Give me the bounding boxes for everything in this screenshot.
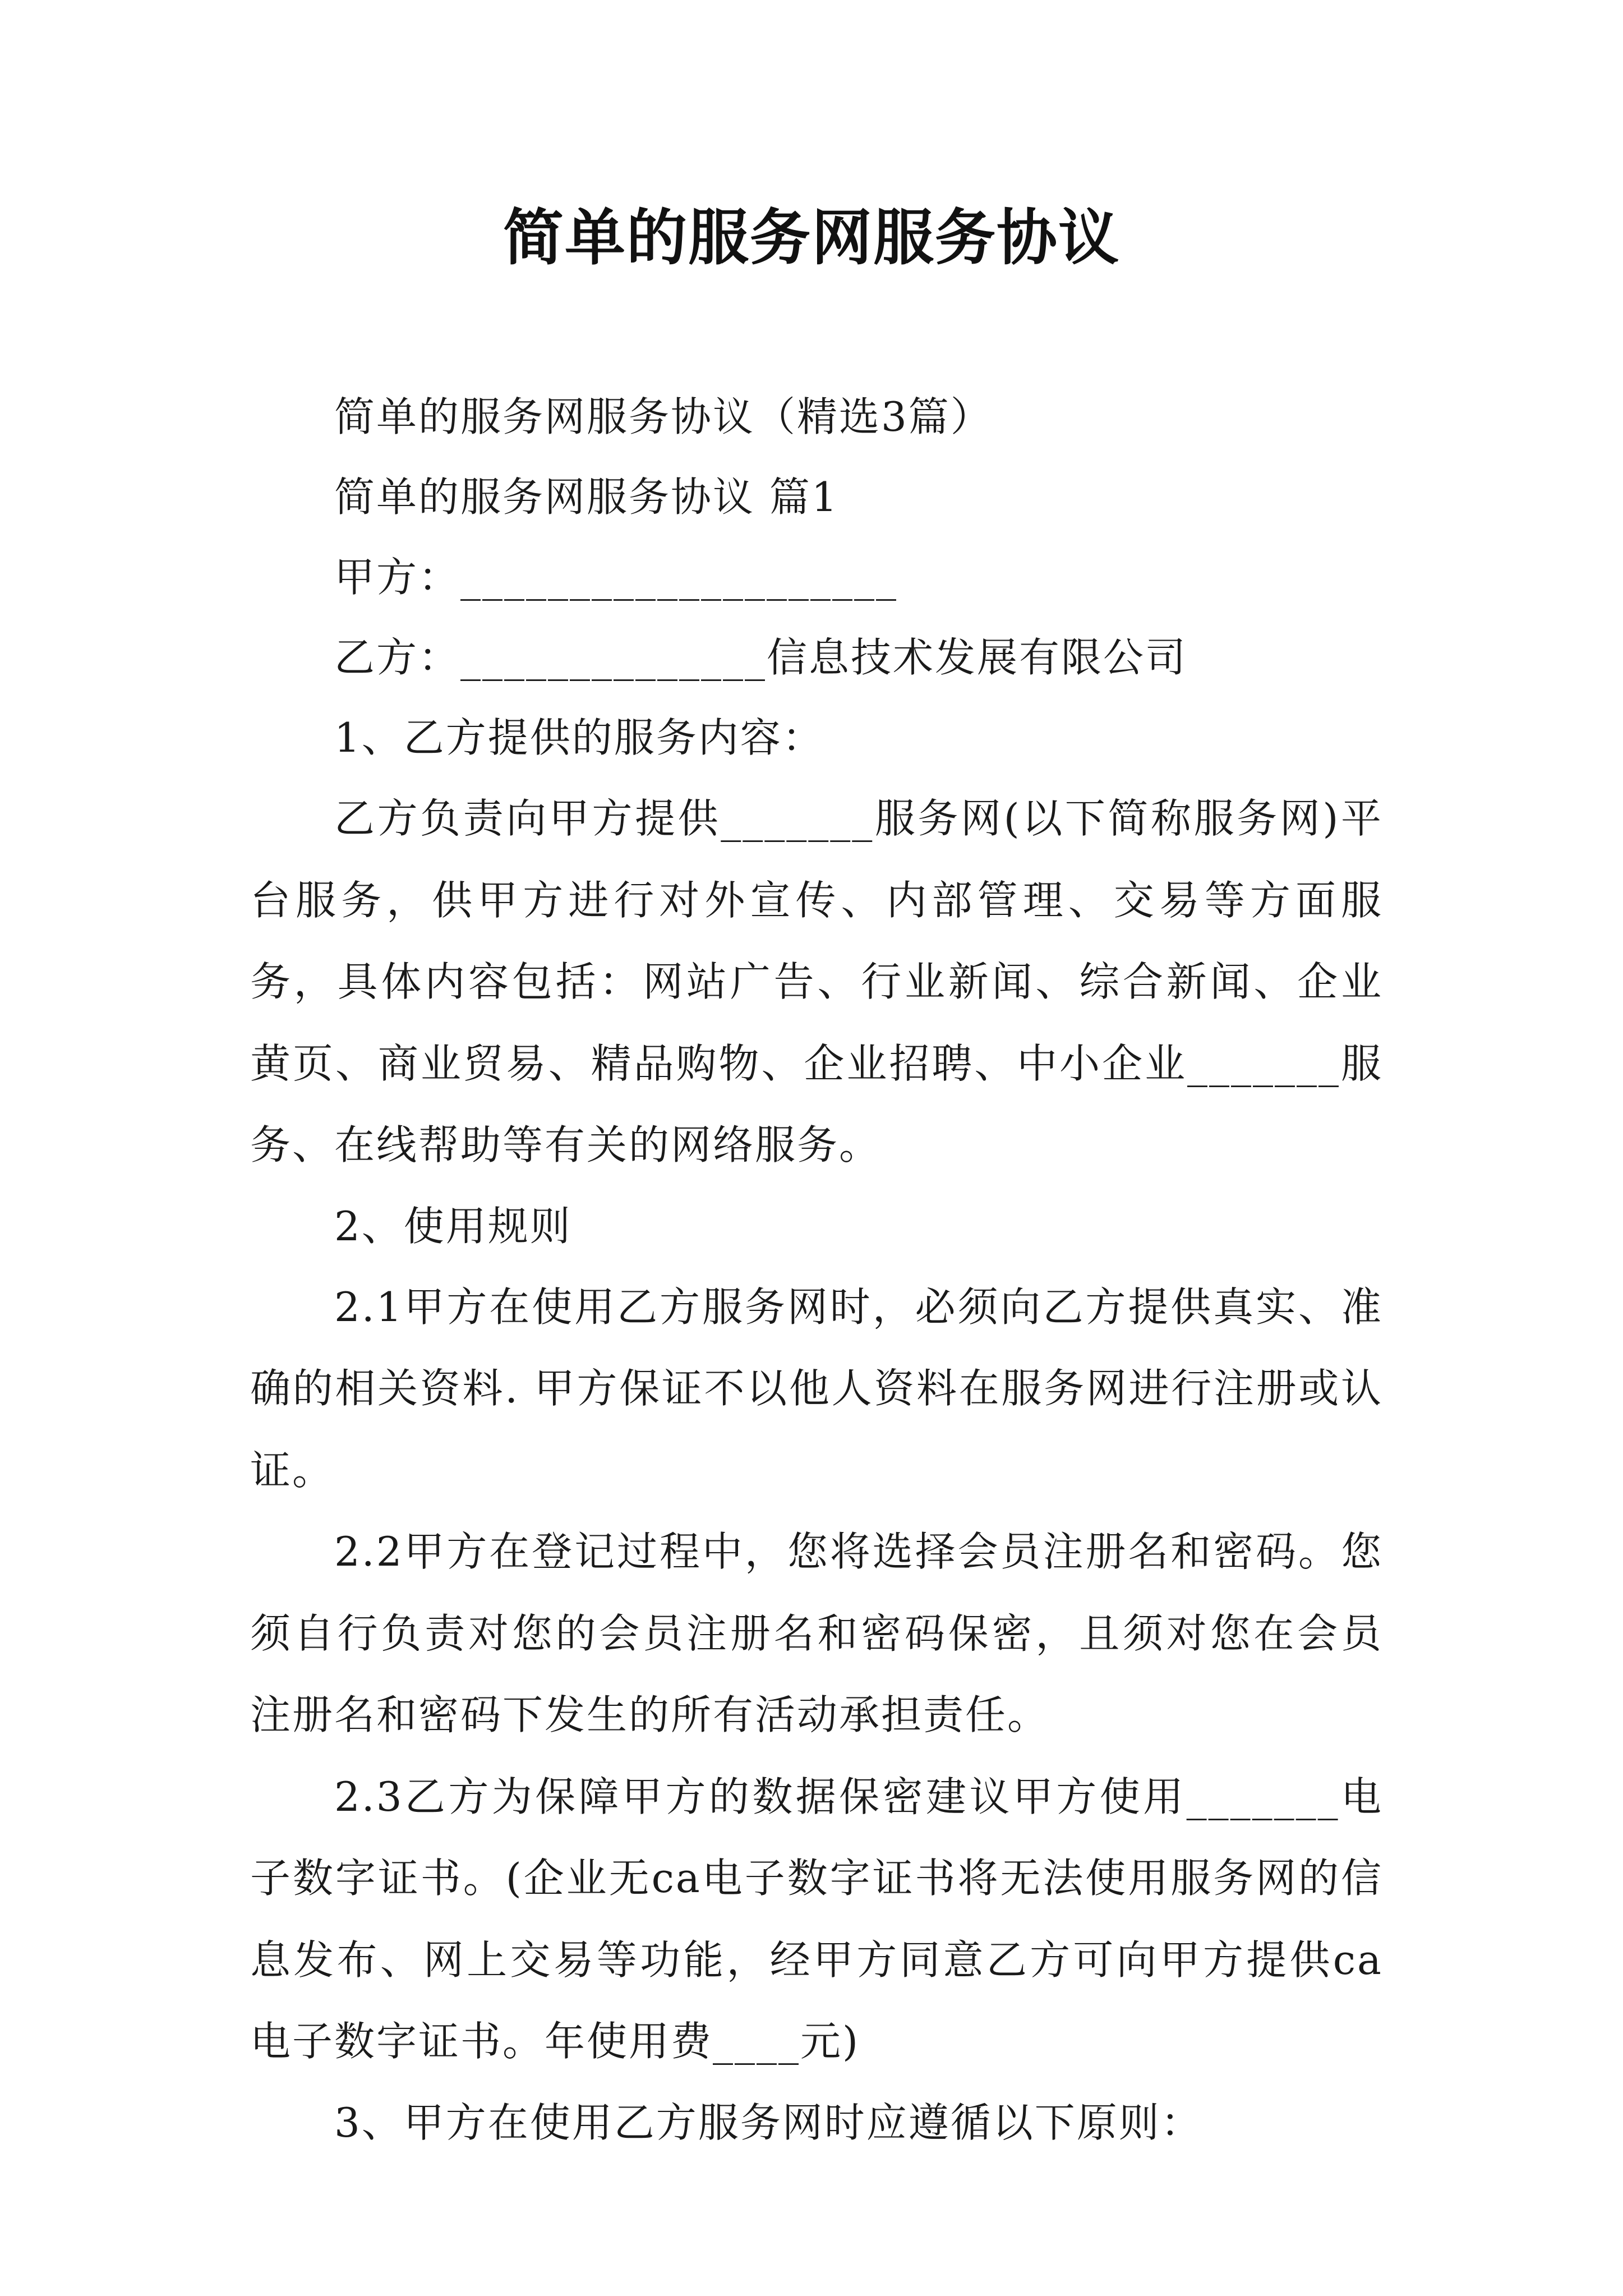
document-title: 简单的服务网服务协议 [502,203,1120,273]
section-1-paragraph: 乙方负责向甲方提供_______服务网(以下简称服务网)平台服务，供甲方进行对外宣传、内部管理、交易等方面服务，具体内容包括：网站广告、行业新闻、综合新闻、企业黄页、商业贸易、精品购物、企业招聘、中小企业_______服务、在线帮助等有关的网络服务。 [250,795,1383,1168]
document-subtitle: 简单的服务网服务协议（精选3篇） [334,393,993,440]
section-2-heading: 2、使用规则 [334,1202,572,1250]
document-body [250,377,1383,2163]
section-3-heading: 3、甲方在使用乙方服务网时应遵循以下原则： [334,2099,1203,2146]
rule-2-2-paragraph: 2.2甲方在登记过程中，您将选择会员注册名和密码。您须自行负责对您的会员注册名和密码保密，且须对您在会员注册名和密码下发生的所有活动承担责任。 [250,1528,1383,1738]
party-a-line: 甲方：____________________ [334,554,898,601]
section-1-heading: 1、乙方提供的服务内容： [334,714,824,761]
chapter-heading: 简单的服务网服务协议 篇1 [334,473,839,521]
rule-2-3-paragraph: 2.3乙方为保障甲方的数据保密建议甲方使用_______电子数字证书。(企业无ca电子数字证书将无法使用服务网的信息发布、网上交易等功能，经甲方同意乙方可向甲方提供ca电子数字证书。年使用费____元) [250,1773,1383,2065]
rule-2-1-paragraph: 2.1甲方在使用乙方服务网时，必须向乙方提供真实、准确的相关资料. 甲方保证不以他人资料在服务网进行注册或认证。 [250,1283,1383,1494]
party-b-line: 乙方：______________信息技术发展有限公司 [334,634,1188,681]
